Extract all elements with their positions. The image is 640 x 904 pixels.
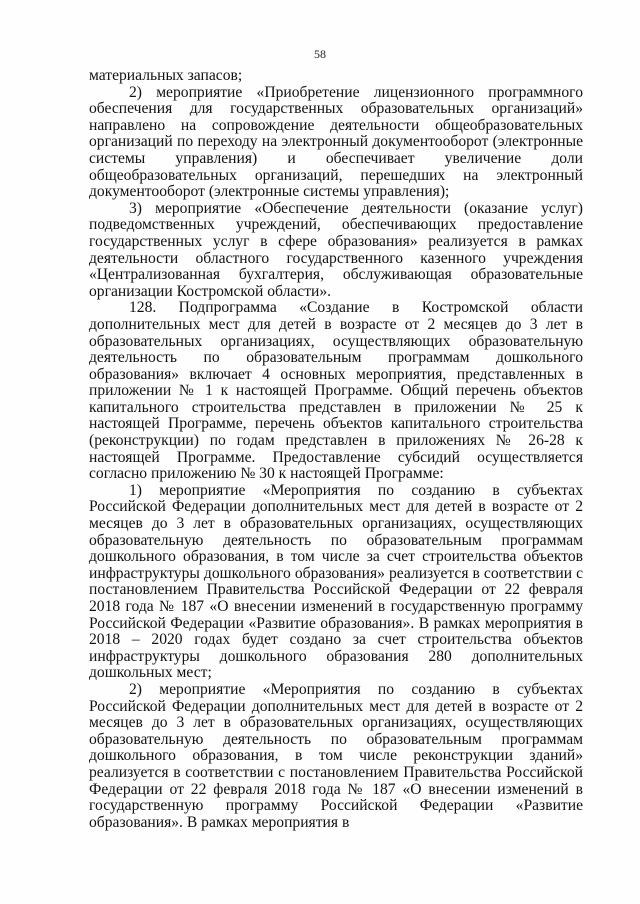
paragraph-subitem-2: 2) мероприятие «Мероприятия по созданию в субъектах Российской Федерации дополнительных мест для детей в возрасте от 2 месяцев до 3 лет в образовательных организациях, осуществляющих образовательную деятельность по образовательным программам дошкольного образования, в том числе реконструкции зданий» реализуется в соответствии с постановлением Правительства Российской Федерации от 22 февраля 2018 года № 187 «О внесении изменений в государственную программу Российской Федерации «Развитие образования». В рамках мероприятия в	[89, 680, 583, 831]
paragraph-continuation: материальных запасов;	[89, 67, 243, 84]
paragraph-section-128: 128. Подпрограмма «Создание в Костромской области дополнительных мест для детей в возрасте от 2 месяцев до 3 лет в образовательных организациях, осуществляющих образовательную деятельность по образовательным программам дошкольного образования» включает 4 основных мероприятия, представленных в приложении № 1 к настоящей Программе. Общий перечень объектов капитального строительства представлен в приложении № 25 к настоящей Программе, перечень объектов капитального строительства (реконструкции) по годам представлен в приложениях № 26-28 к настоящей Программе. Предоставление субсидий осуществляется согласно приложению № 30 к настоящей Программе:	[89, 299, 583, 483]
paragraph-subitem-1: 1) мероприятие «Мероприятия по созданию в субъектах Российской Федерации дополнительных мест для детей в возрасте от 2 месяцев до 3 лет в образовательных организациях, осуществляющих образовательную деятельность по образовательным программам дошкольного образования, в том числе за счет строительства объектов инфраструктуры дошкольного образования» реализуется в соответствии с постановлением Правительства Российской Федерации от 22 февраля 2018 года № 187 «О внесении изменений в государственную программу Российской Федерации «Развитие образования». В рамках мероприятия в 2018 – 2020 годах будет создано за счет строительства объектов инфраструктуры дошкольного образования 280 дополнительных дошкольных мест;	[89, 481, 583, 682]
paragraph-item-3: 3) мероприятие «Обеспечение деятельности (оказание услуг) подведомственных учреждений, обеспечивающих предоставление государственных услуг в сфере образования» реализуется в рамках деятельности областного государственного казенного учреждения «Централизованная бухгалтерия, обслуживающая образовательные организации Костромской области».	[89, 199, 583, 300]
page-number: 58	[314, 47, 326, 61]
paragraph-item-2: 2) мероприятие «Приобретение лицензионного программного обеспечения для государственных образовательных организаций» направлено на сопровождение деятельности общеобразовательных организаций по переходу на электронный документооборот (электронные системы управления) и обеспечивает увеличение доли общеобразовательных организаций, перешедших на электронный документооборот (электронные системы управления);	[89, 83, 583, 201]
document-body	[89, 68, 583, 831]
